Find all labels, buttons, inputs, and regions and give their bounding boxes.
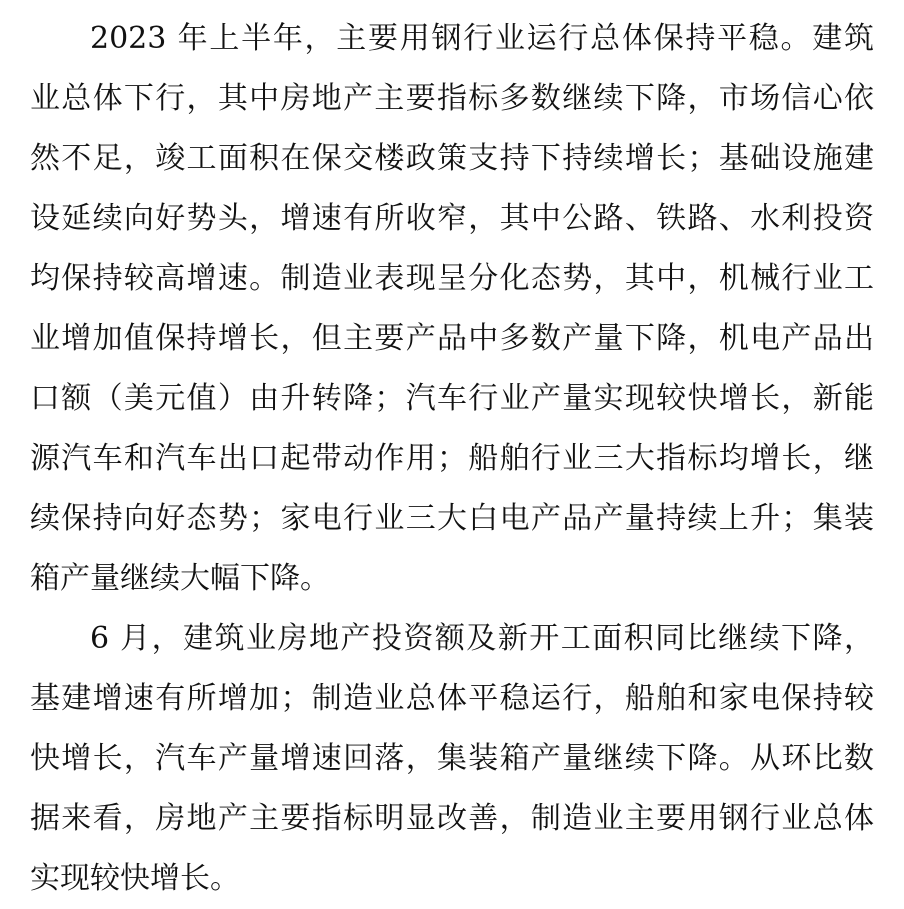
paragraph-1-line-2: 业总体下行，其中房地产主要指标多数继续下降，市场信心依 [30, 81, 874, 116]
paragraph-1-line-10: 箱产量继续大幅下降。 [30, 561, 330, 596]
paragraph-1-line-9: 续保持向好态势；家电行业三大白电产品产量持续上升；集装 [30, 501, 874, 536]
paragraph-2-line-5: 实现较快增长。 [30, 861, 240, 896]
paragraph-1-line-4: 设延续向好势头，增速有所收窄，其中公路、铁路、水利投资 [30, 201, 874, 236]
paragraph-2-line-3: 快增长，汽车产量增速回落，集装箱产量继续下降。从环比数 [30, 741, 874, 776]
paragraph-1-line-8: 源汽车和汽车出口起带动作用；船舶行业三大指标均增长，继 [30, 441, 874, 476]
paragraph-2-line-4: 据来看，房地产主要指标明显改善，制造业主要用钢行业总体 [30, 801, 874, 836]
paragraph-2-line-2: 基建增速有所增加；制造业总体平稳运行，船舶和家电保持较 [30, 681, 874, 716]
paragraph-1-line-3: 然不足，竣工面积在保交楼政策支持下持续增长；基础设施建 [30, 141, 874, 176]
paragraph-1-line-5: 均保持较高增速。制造业表现呈分化态势，其中，机械行业工 [30, 261, 874, 296]
paragraph-1-line-7: 口额（美元值）由升转降；汽车行业产量实现较快增长，新能 [30, 381, 874, 416]
paragraph-2-line-1: 6 月，建筑业房地产投资额及新开工面积同比继续下降， [90, 621, 874, 656]
paragraph-1-line-1: 2023 年上半年，主要用钢行业运行总体保持平稳。建筑 [90, 21, 874, 56]
paragraph-1-line-6: 业增加值保持增长，但主要产品中多数产量下降，机电产品出 [30, 321, 874, 356]
